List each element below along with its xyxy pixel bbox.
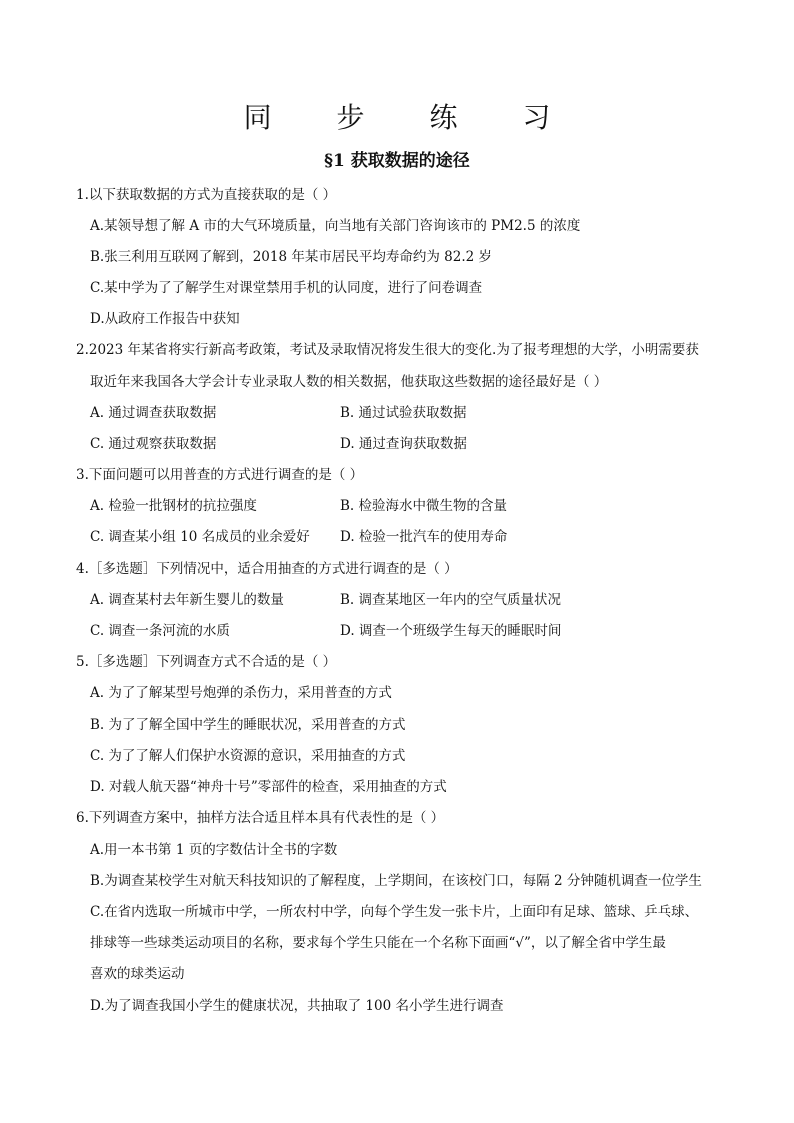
question-6-option-a: A.用一本书第 1 页的字数估计全书的字数 (90, 842, 338, 858)
question-2-option-b: B. 通过试验获取数据 (340, 405, 467, 421)
question-5-stem: 5.［多选题］下列调查方式不合适的是（ ） (76, 654, 337, 670)
question-6-option-d: D.为了调查我国小学生的健康状况，共抽取了 100 名小学生进行调查 (90, 998, 504, 1014)
question-3-option-a: A. 检验一批钢材的抗拉强度 (90, 498, 257, 514)
question-2-stem-cont: 取近年来我国各大学会计专业录取人数的相关数据，他获取这些数据的途径最好是（ ） (90, 374, 608, 390)
question-4-option-d: D. 调查一个班级学生每天的睡眠时间 (340, 623, 562, 639)
question-4-option-b: B. 调查某地区一年内的空气质量状况 (340, 592, 562, 608)
question-5-option-c: C. 为了了解人们保护水资源的意识，采用抽查的方式 (90, 748, 406, 764)
question-3-option-d: D. 检验一批汽车的使用寿命 (340, 529, 508, 545)
question-2-option-c: C. 通过观察获取数据 (90, 436, 217, 452)
question-1-option-c: C.某中学为了了解学生对课堂禁用手机的认同度，进行了问卷调查 (90, 280, 483, 296)
question-1-stem: 1.以下获取数据的方式为直接获取的是（ ） (76, 187, 337, 203)
section-title: §1 获取数据的途径 (324, 151, 470, 171)
question-4-option-a: A. 调查某村去年新生婴儿的数量 (90, 592, 284, 608)
question-5-option-b: B. 为了了解全国中学生的睡眠状况，采用普查的方式 (90, 717, 406, 733)
question-1-option-d: D.从政府工作报告中获知 (90, 311, 240, 327)
question-6-option-c-cont: 排球等一些球类运动项目的名称，要求每个学生只能在一个名称下面画“√”，以了解全省中学生最 (90, 935, 666, 951)
question-5-option-a: A. 为了了解某型号炮弹的杀伤力，采用普查的方式 (90, 685, 392, 701)
question-3-option-c: C. 调查某小组 10 名成员的业余爱好 (90, 529, 310, 545)
question-2-option-d: D. 通过查询获取数据 (340, 436, 467, 452)
question-5-option-d: D. 对载人航天器“神舟十号”零部件的检查，采用抽查的方式 (90, 779, 447, 795)
question-2-option-a: A. 通过调查获取数据 (90, 405, 217, 421)
question-6-stem: 6.下列调查方案中，抽样方法合适且样本具有代表性的是（ ） (76, 810, 445, 826)
question-3-stem: 3.下面问题可以用普查的方式进行调查的是（ ） (76, 467, 364, 483)
question-4-option-c: C. 调查一条河流的水质 (90, 623, 230, 639)
question-6-option-b: B.为调查某校学生对航天科技知识的了解程度，上学期间，在该校门口，每隔 2 分钟随机调查一位学生 (90, 873, 702, 889)
question-3-option-b: B. 检验海水中微生物的含量 (340, 498, 508, 514)
page-title: 同 步 练 习 (243, 101, 579, 134)
question-6-option-c-cont: 喜欢的球类运动 (90, 966, 185, 982)
question-1-option-a: A.某领导想了解 A 市的大气环境质量，向当地有关部门咨询该市的 PM2.5 的浓度 (90, 218, 581, 234)
question-4-stem: 4.［多选题］下列情况中，适合用抽查的方式进行调查的是（ ） (76, 561, 458, 577)
question-1-option-b: B.张三利用互联网了解到，2018 年某市居民平均寿命约为 82.2 岁 (90, 249, 493, 265)
question-2-stem: 2.2023 年某省将实行新高考政策，考试及录取情况将发生很大的变化.为了报考理想的大学，小明需要获 (76, 342, 699, 358)
question-6-option-c: C.在省内选取一所城市中学，一所农村中学，向每个学生发一张卡片，上面印有足球、篮球、乒乓球、 (90, 904, 699, 920)
